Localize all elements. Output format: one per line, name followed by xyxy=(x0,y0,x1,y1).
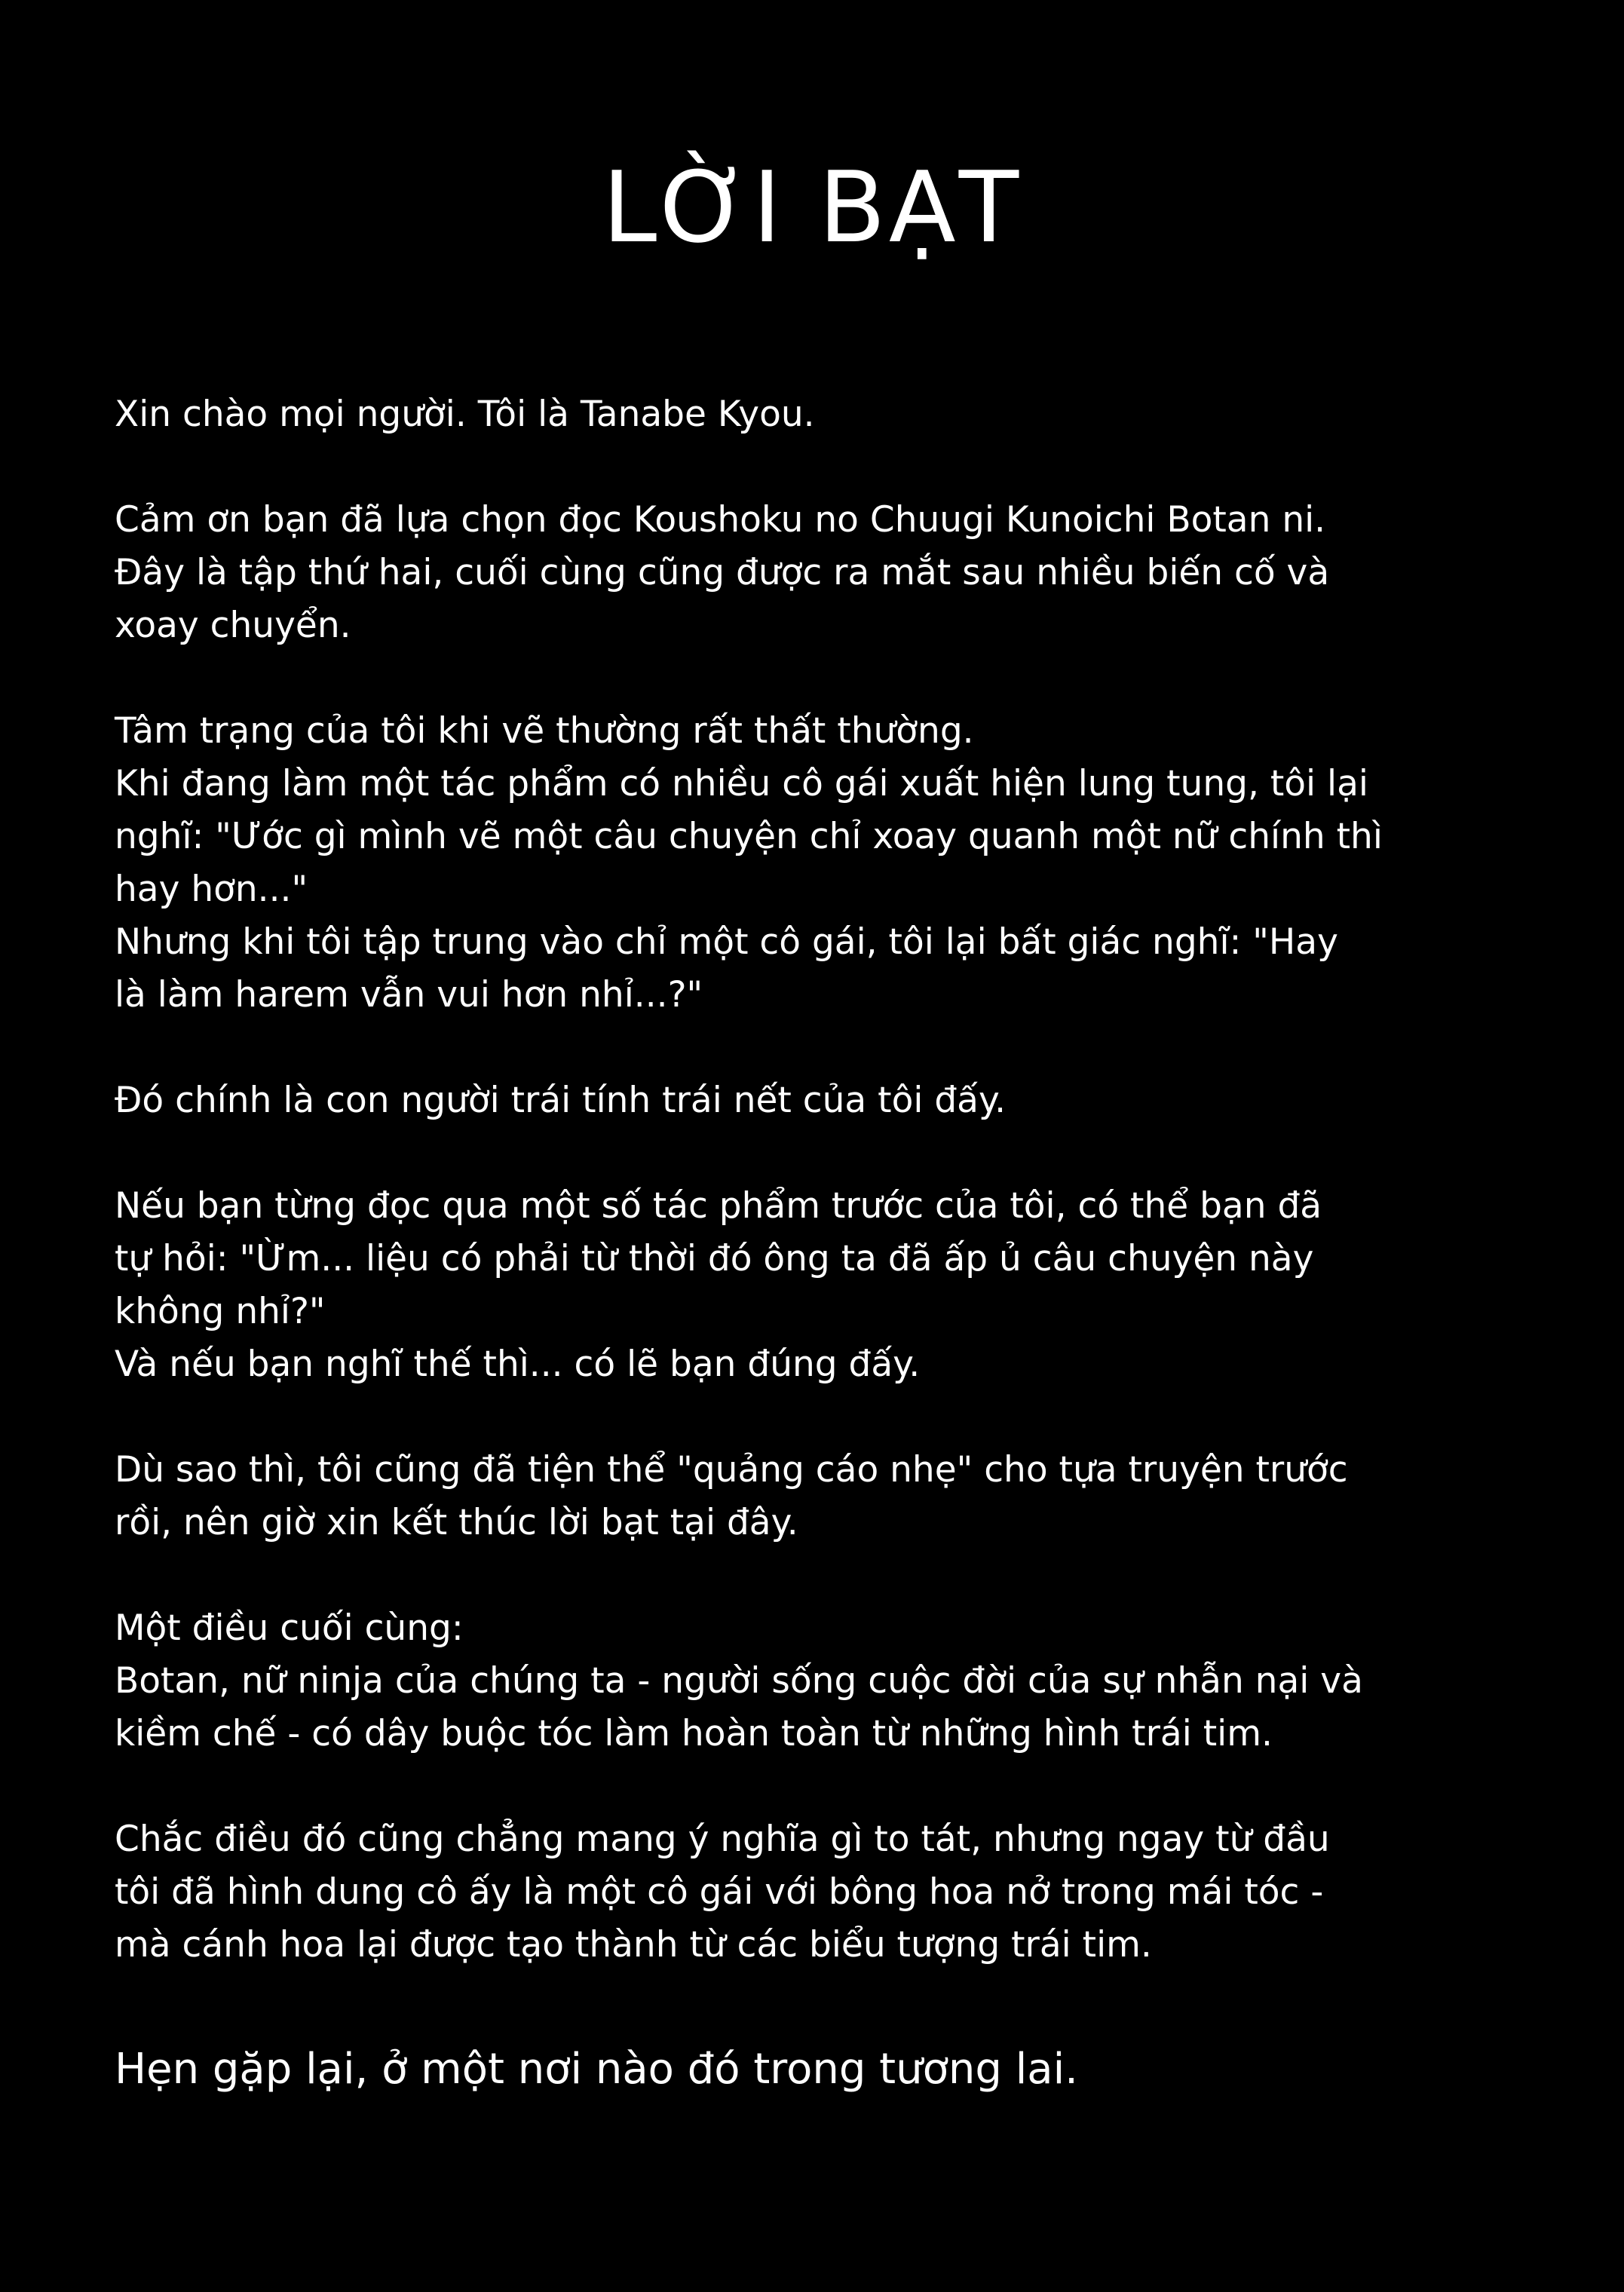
paragraph-advert xyxy=(115,1444,1524,1549)
text-line: Và nếu bạn nghĩ thế thì... có lẽ bạn đúng đấy. xyxy=(115,1344,921,1385)
text-line: tôi đã hình dung cô ấy là một cô gái với bông hoa nở trong mái tóc - xyxy=(115,1871,1324,1913)
paragraph-mood xyxy=(115,705,1524,1022)
paragraph-gap xyxy=(115,1022,1524,1074)
paragraph-gap xyxy=(115,1549,1524,1602)
paragraph-gap xyxy=(115,1391,1524,1444)
text-line: Chắc điều đó cũng chẳng mang ý nghĩa gì to tát, nhưng ngay từ đầu xyxy=(115,1819,1330,1860)
page-title: LỜI BẠT xyxy=(602,150,1022,265)
text-line: Nhưng khi tôi tập trung vào chỉ một cô gái, tôi lại bất giác nghĩ: "Hay xyxy=(115,921,1338,963)
text-line: Xin chào mọi người. Tôi là Tanabe Kyou. xyxy=(115,394,815,435)
text-line: Dù sao thì, tôi cũng đã tiện thể "quảng cáo nhẹ" cho tựa truyện trước xyxy=(115,1449,1348,1491)
text-line: là làm harem vẫn vui hơn nhỉ...?" xyxy=(115,974,703,1016)
text-line: rồi, nên giờ xin kết thúc lời bạt tại đây. xyxy=(115,1502,798,1543)
paragraph-flower xyxy=(115,1813,1524,1972)
paragraph-gap xyxy=(115,441,1524,494)
text-line: Đây là tập thứ hai, cuối cùng cũng được ra mắt sau nhiều biến cố và xyxy=(115,552,1330,593)
paragraph-gap xyxy=(115,1760,1524,1813)
closing-line: Hẹn gặp lại, ở một nơi nào đó trong tương lai. xyxy=(115,2045,1078,2094)
paragraph-greeting xyxy=(115,388,1524,441)
paragraph-thanks xyxy=(115,494,1524,652)
paragraph-last-thing xyxy=(115,1602,1524,1760)
text-line: Đó chính là con người trái tính trái nết của tôi đấy. xyxy=(115,1080,1007,1121)
paragraph-gap xyxy=(115,652,1524,705)
text-line: Một điều cuối cùng: xyxy=(115,1607,464,1649)
text-line: kiềm chế - có dây buộc tóc làm hoàn toàn từ những hình trái tim. xyxy=(115,1713,1273,1754)
afterword-body xyxy=(115,388,1524,1972)
text-line: hay hơn..." xyxy=(115,869,308,910)
text-line: nghĩ: "Ước gì mình vẽ một câu chuyện chỉ xoay quanh một nữ chính thì xyxy=(115,816,1383,857)
text-line: Nếu bạn từng đọc qua một số tác phẩm trước của tôi, có thể bạn đã xyxy=(115,1185,1322,1227)
text-line: xoay chuyển. xyxy=(115,605,351,646)
text-line: không nhỉ?" xyxy=(115,1291,326,1332)
paragraph-contrary xyxy=(115,1074,1524,1127)
text-line: tự hỏi: "Ừm... liệu có phải từ thời đó ông ta đã ấp ủ câu chuyện này xyxy=(115,1238,1314,1279)
text-line: Khi đang làm một tác phẩm có nhiều cô gái xuất hiện lung tung, tôi lại xyxy=(115,763,1368,804)
text-line: Cảm ơn bạn đã lựa chọn đọc Koushoku no Chuugi Kunoichi Botan ni. xyxy=(115,499,1326,541)
text-line: mà cánh hoa lại được tạo thành từ các biểu tượng trái tim. xyxy=(115,1924,1152,1966)
text-line: Botan, nữ ninja của chúng ta - người sống cuộc đời của sự nhẫn nại và xyxy=(115,1660,1363,1702)
paragraph-previous-works xyxy=(115,1180,1524,1391)
paragraph-gap xyxy=(115,1127,1524,1180)
text-line: Tâm trạng của tôi khi vẽ thường rất thất thường. xyxy=(115,710,974,752)
